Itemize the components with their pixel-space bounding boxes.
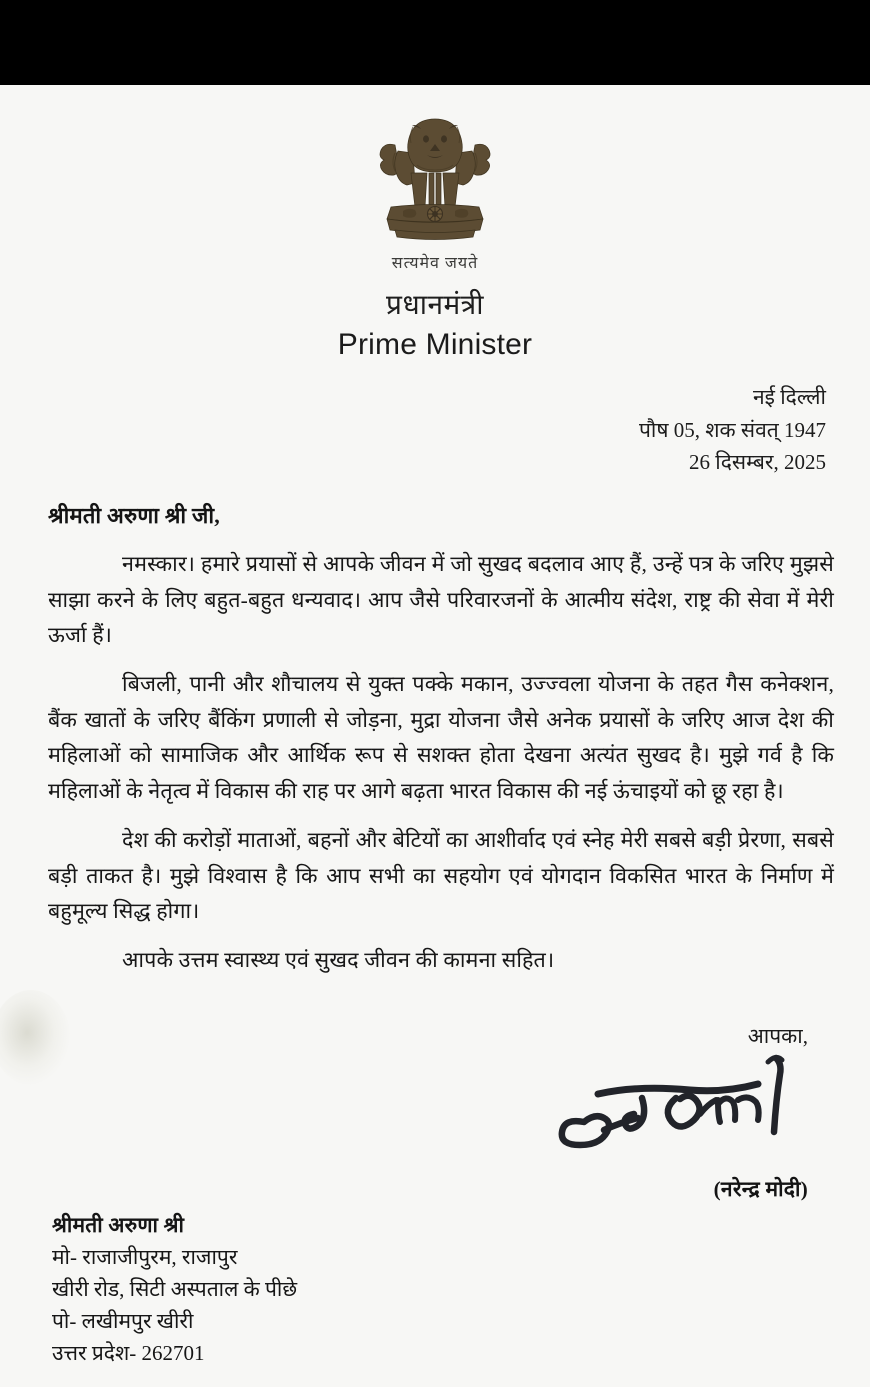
letterhead-title — [0, 288, 870, 364]
dateline-place: नई दिल्ली — [753, 385, 826, 409]
recipient-name: श्रीमती अरुणा श्री — [52, 1213, 185, 1237]
letter-body — [48, 500, 834, 979]
letterbox-bar-top — [0, 0, 870, 85]
letterhead — [0, 103, 870, 273]
state-emblem-of-india-icon — [365, 103, 505, 253]
letter-paragraph: बिजली, पानी और शौचालय से युक्त पक्के मकान, उज्ज्वला योजना के तहत गैस कनेक्शन, बैंक खातों के जरिए बैंकिंग प्रणाली से जोड़ना, मुद्रा योजना जैसे अनेक प्रयासों के जरिए आज देश की महिलाओं को सामाजिक और आर्थिक रूप से सशक्त होता देखना अत्यंत सुखद है। मुझे गर्व है कि महिलाओं के नेतृत्व में विकास की राह पर आगे बढ़ता भारत विकास की नई ऊंचाइयों को छू रहा है। — [48, 672, 834, 804]
dateline-vikram-date: पौष 05, शक संवत् 1947 — [638, 417, 826, 442]
recipient-address-line: मो- राजाजीपुरम, राजापुर — [52, 1244, 238, 1269]
salutation: श्रीमती अरुणा श्री जी, — [48, 503, 220, 528]
valediction: आपका, — [747, 1024, 808, 1048]
signature — [538, 1050, 838, 1170]
page-title-english: Prime Minister — [337, 328, 533, 361]
signer-name: (नरेन्द्र मोदी) — [713, 1177, 808, 1201]
recipient-address-line: खीरी रोड, सिटी अस्पताल के पीछे — [52, 1276, 298, 1301]
dateline — [639, 381, 826, 479]
narendra-modi-signature-icon — [538, 1050, 838, 1170]
letter-paragraph: आपके उत्तम स्वास्थ्य एवं सुखद जीवन की कामना सहित। — [122, 947, 555, 972]
recipient-address-line: पो- लखीमपुर खीरी — [52, 1308, 194, 1333]
page-title-hindi: प्रधानमंत्री — [386, 290, 484, 321]
scan-smudge — [0, 990, 70, 1085]
letter-page — [0, 85, 870, 1387]
dateline-gregorian-date: 26 दिसम्बर, 2025 — [689, 450, 826, 475]
emblem-motto: सत्यमेव जयते — [391, 255, 479, 272]
recipient-address — [52, 1210, 297, 1370]
letter-paragraph: देश की करोड़ों माताओं, बहनों और बेटियों का आशीर्वाद एवं स्नेह मेरी सबसे बड़ी प्रेरणा, सबसे बड़ी ताकत है। मुझे विश्वास है कि आप सभी का सहयोग एवं योगदान विकसित भारत के निर्माण में बहुमूल्य सिद्ध होगा। — [48, 827, 834, 924]
letter-paragraph: नमस्कार। हमारे प्रयासों से आपके जीवन में जो सुखद बदलाव आए हैं, उन्हें पत्र के जरिए मुझसे साझा करने के लिए बहुत-बहुत धन्यवाद। आप जैसे परिवारजनों के आत्मीय संदेश, राष्ट्र की सेवा में मेरी ऊर्जा हैं। — [48, 552, 834, 648]
recipient-address-line: उत्तर प्रदेश- 262701 — [52, 1340, 205, 1365]
